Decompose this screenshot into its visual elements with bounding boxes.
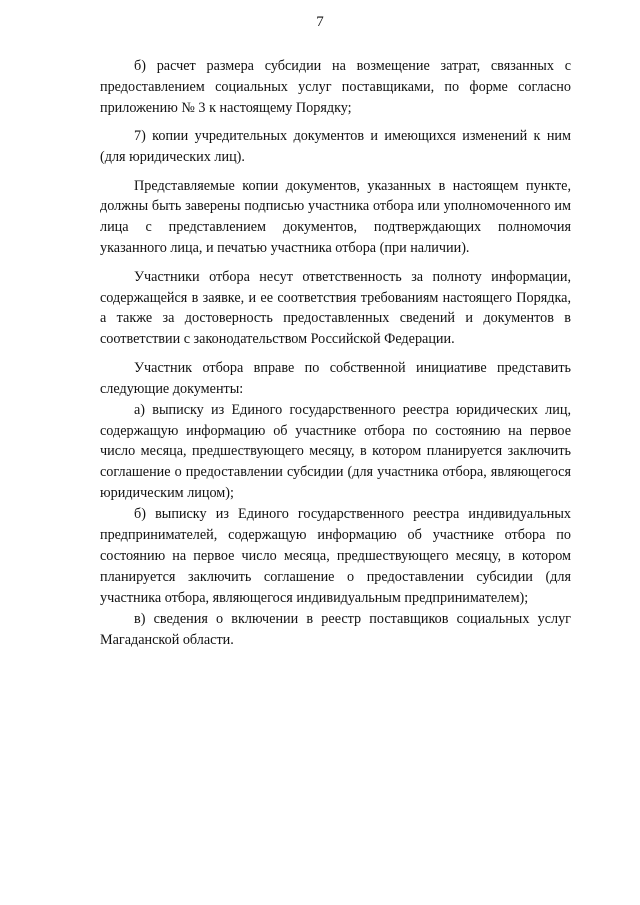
- page-number: 7: [316, 14, 324, 30]
- paragraph-6b-subsidy-calculation: б) расчет размера субсидии на возмещение затрат, связанных с предоставлением социальных услуг поставщиками, по форме согласно приложению № 3 к настоящему Порядку;: [100, 58, 571, 116]
- paragraph-optional-documents-intro: Участник отбора вправе по собственной инициативе представить следующие документы:: [100, 359, 571, 397]
- paragraph-a-egrul-extract: а) выписку из Единого государственного реестра юридических лиц, содержащую информацию об участнике отбора по состоянию на первое число месяца, предшествующего месяцу, в котором планируется заключить соглашение о предоставлении субсидии (для участника отбора, являющегося юридическим лицом);: [100, 401, 571, 502]
- paragraph-v-provider-registry: в) сведения о включении в реестр поставщиков социальных услуг Магаданской области.: [100, 610, 571, 648]
- document-body: [100, 56, 571, 650]
- paragraph-7-founding-documents: 7) копии учредительных документов и имеющихся изменений к ним (для юридических лиц).: [100, 128, 571, 166]
- paragraph-b-egrip-extract: б) выписку из Единого государственного реестра индивидуальных предпринимателей, содержащую информацию об участнике отбора по состоянию на первое число месяца, предшествующего месяцу, в котором планируется заключить соглашение о предоставлении субсидии (для участника отбора, являющегося индивидуальным предпринимателем);: [100, 506, 571, 606]
- paragraph-participant-responsibility: Участники отбора несут ответственность за полноту информации, содержащейся в заявке, и ее соответствия требованиям настоящего Порядка, а также за достоверность предоставленных сведений и документов в соответствии с законодательством Российской Федерации.: [100, 268, 571, 348]
- paragraph-copies-certification: Представляемые копии документов, указанных в настоящем пункте, должны быть заверены подписью участника отбора или уполномоченного им лица с представлением документов, подтверждающих полномочия указанного лица, и печатью участника отбора (при наличии).: [100, 177, 571, 257]
